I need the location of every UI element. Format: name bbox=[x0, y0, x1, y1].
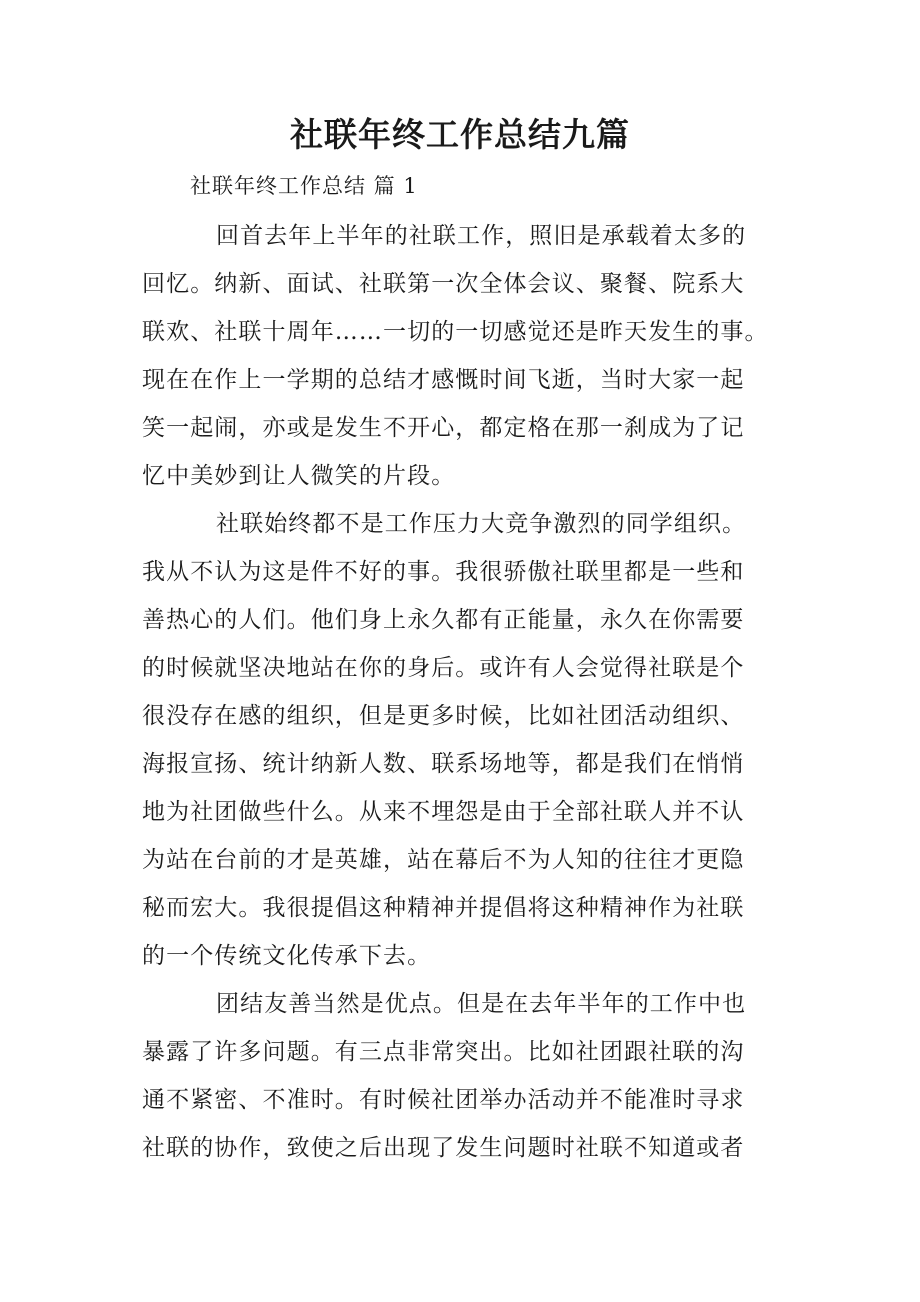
document-title: 社联年终工作总结九篇 bbox=[290, 115, 630, 154]
text-line: 暴露了许多问题。有三点非常突出。比如社团跟社联的沟 bbox=[142, 1039, 745, 1065]
text-line: 通不紧密、不准时。有时候社团举办活动并不能准时寻求 bbox=[142, 1087, 745, 1113]
text-line: 联欢、社联十周年……一切的一切感觉还是昨天发生的事。 bbox=[142, 319, 769, 345]
text-line: 社联始终都不是工作压力大竞争激烈的同学组织。 bbox=[216, 511, 747, 537]
text-line: 善热心的人们。他们身上永久都有正能量，永久在你需要 bbox=[142, 607, 745, 633]
text-line: 我从不认为这是件不好的事。我很骄傲社联里都是一些和 bbox=[142, 559, 745, 585]
text-line: 秘而宏大。我很提倡这种精神并提倡将这种精神作为社联 bbox=[142, 895, 745, 921]
text-line: 的一个传统文化传承下去。 bbox=[142, 943, 432, 969]
text-line: 现在在作上一学期的总结才感慨时间飞逝，当时大家一起 bbox=[142, 367, 745, 393]
text-line: 的时候就坚决地站在你的身后。或许有人会觉得社联是个 bbox=[142, 655, 745, 681]
text-line: 很没存在感的组织，但是更多时候，比如社团活动组织、 bbox=[142, 703, 745, 729]
paragraph-1 bbox=[142, 212, 782, 500]
text-line: 笑一起闹，亦或是发生不开心，都定格在那一刹成为了记 bbox=[142, 415, 745, 441]
document-body bbox=[142, 212, 782, 1172]
paragraph-3 bbox=[142, 980, 782, 1172]
section-heading: 社联年终工作总结 篇 1 bbox=[190, 174, 418, 198]
text-line: 回忆。纳新、面试、社联第一次全体会议、聚餐、院系大 bbox=[142, 271, 745, 297]
text-line: 海报宣扬、统计纳新人数、联系场地等，都是我们在悄悄 bbox=[142, 751, 745, 777]
text-line: 团结友善当然是优点。但是在去年半年的工作中也 bbox=[216, 991, 747, 1017]
text-line: 地为社团做些什么。从来不埋怨是由于全部社联人并不认 bbox=[142, 799, 745, 825]
text-line: 回首去年上半年的社联工作，照旧是承载着太多的 bbox=[216, 223, 747, 249]
text-line: 为站在台前的才是英雄，站在幕后不为人知的往往才更隐 bbox=[142, 847, 745, 873]
text-line: 社联的协作，致使之后出现了发生问题时社联不知道或者 bbox=[142, 1135, 745, 1161]
text-line: 忆中美妙到让人微笑的片段。 bbox=[142, 463, 456, 489]
paragraph-2 bbox=[142, 500, 782, 980]
